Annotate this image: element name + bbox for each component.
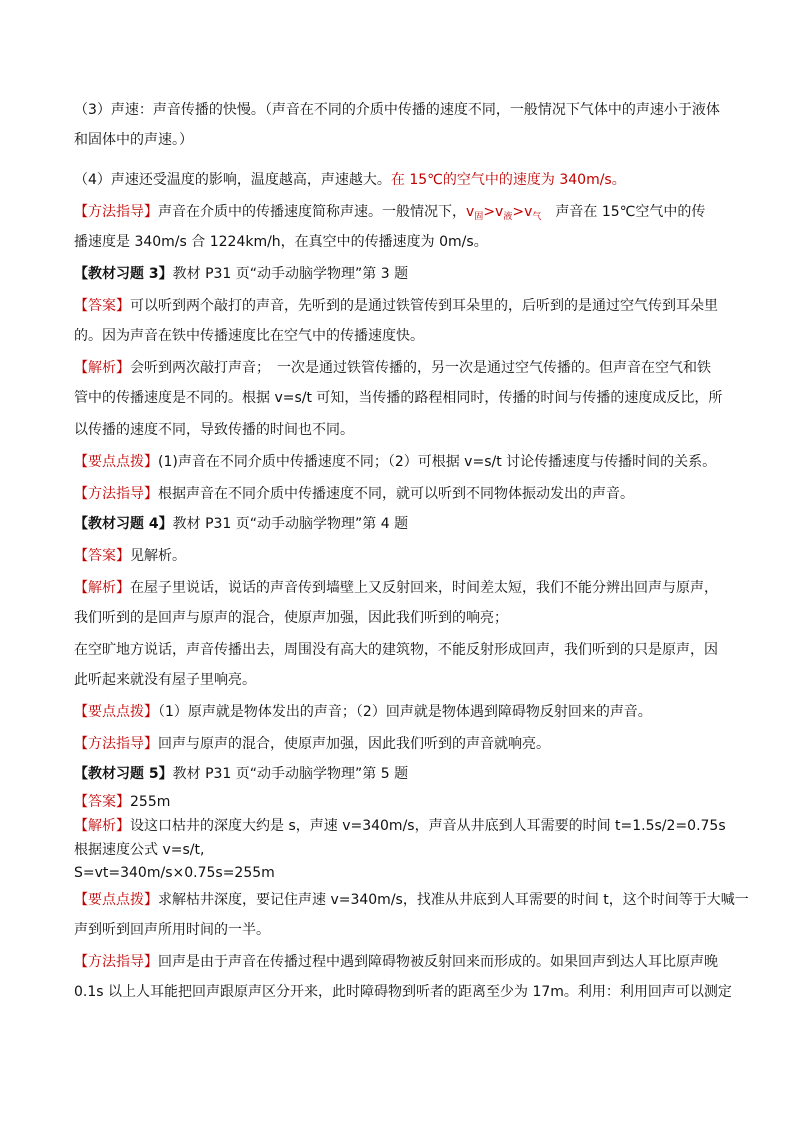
answer-text: 255m [130,794,171,810]
analysis-tag: 【解析】 [74,360,130,376]
key-point-text: 求解枯井深度，要记住声速 v=340m/s，找准从井底到人耳需要的时间 t，这个时间等于大喊一 [158,892,749,908]
exercise-4-title: 【教材习题 4】 [74,516,173,532]
gas-subscript: 气 [532,212,542,222]
method-guide-text: 回声与原声的混合，使原声加强，因此我们听到的声音就响亮。 [158,736,550,752]
analysis-tag: 【解析】 [74,580,130,596]
liquid-subscript: 液 [503,212,513,222]
method-guide-tag: 【方法指导】 [74,954,158,970]
exercise-3-source: 教材 P31 页“动手动脑学物理”第 3 题 [172,266,409,282]
gt-symbol: >v [483,204,504,220]
exercise-4-analysis-line-3: 在空旷地方说话，声音传播出去，周围没有高大的建筑物，不能反射形成回声，我们听到的只是原声，因 [74,642,718,658]
exercise-3-method [74,485,734,503]
speed-order [466,204,541,220]
exercise-3-analysis-line-1 [74,359,734,377]
exercise-3-answer-line-2: 的。因为声音在铁中传播速度比在空气中的传播速度快。 [74,328,424,344]
method-guide-text-2: 声音在 15℃空气中的传 [541,204,706,220]
method-guide-tag: 【方法指导】 [74,204,158,220]
key-point-tag: 【要点点拨】 [74,454,158,470]
para-3-line-1: （3）声速：声音传播的快慢。（声音在不同的介质中传播的速度不同，一般情况下气体中的声速小于液体 [74,102,720,118]
para-3-line-2: 和固体中的声速。） [74,132,193,148]
exercise-3-key-point [74,453,734,471]
v-symbol: v [466,204,475,220]
key-point-text: (1)声音在不同介质中传播速度不同；（2）可根据 v=s/t 讨论传播速度与传播时间的关系。 [158,454,717,470]
para-4 [74,171,734,189]
exercise-3-heading [74,265,734,283]
analysis-text: 设这口枯井的深度大约是 s，声速 v=340m/s，声音从井底到人耳需要的时间 t=1.5s/2=0.75s [130,818,726,834]
method-guide-tag: 【方法指导】 [74,736,158,752]
para-4-text: （4）声速还受温度的影响，温度越高，声速越大。 [74,172,391,188]
method-guide-text: 声音在介质中的传播速度简称声速。一般情况下， [158,204,466,220]
exercise-4-source: 教材 P31 页“动手动脑学物理”第 4 题 [172,516,409,532]
key-point-tag: 【要点点拨】 [74,704,158,720]
exercise-4-answer [74,547,734,565]
analysis-text: 会听到两次敲打声音； 一次是通过铁管传播的，另一次是通过空气传播的。但声音在空气和铁 [130,360,711,376]
exercise-5-method-line-1 [74,953,734,971]
method-guide-tag: 【方法指导】 [74,486,158,502]
exercise-4-analysis-line-4: 此听起来就没有屋子里响亮。 [74,672,256,688]
exercise-5-analysis-line-2: 根据速度公式 v=s/t, [74,842,205,858]
exercise-3-answer-line-1 [74,297,734,315]
exercise-5-key-point-line-2: 声到听到回声所用时间的一半。 [74,922,270,938]
exercise-5-title: 【教材习题 5】 [74,766,173,782]
answer-text: 见解析。 [130,548,186,564]
solid-subscript: 固 [474,212,484,222]
analysis-text: 在屋子里说话，说话的声音传到墙壁上又反射回来，时间差太短，我们不能分辨出回声与原声， [130,580,718,596]
exercise-4-analysis-line-1 [74,579,734,597]
exercise-5-source: 教材 P31 页“动手动脑学物理”第 5 题 [172,766,409,782]
exercise-5-answer [74,793,734,811]
exercise-3-analysis-line-2: 管中的传播速度是不同的。根据 v=s/t 可知，当传播的路程相同时，传播的时间与传播的速度成反比，所 [74,390,723,406]
exercise-5-method-line-2: 0.1s 以上人耳能把回声跟原声区分开来，此时障碍物到听者的距离至少为 17m。利用：利用回声可以测定 [74,984,732,1000]
para-4-speed-note: 在 15℃的空气中的速度为 340m/s。 [390,172,626,188]
key-point-tag: 【要点点拨】 [74,892,158,908]
exercise-5-heading [74,765,734,783]
exercise-3-title: 【教材习题 3】 [74,266,173,282]
answer-tag: 【答案】 [74,548,130,564]
answer-tag: 【答案】 [74,298,130,314]
method-guide-text: 回声是由于声音在传播过程中遇到障碍物被反射回来而形成的。如果回声到达人耳比原声晚 [158,954,718,970]
exercise-5-analysis-line-3: S=vt=340m/s×0.75s=255m [74,865,275,881]
gt-symbol-2: >v [512,204,533,220]
analysis-tag: 【解析】 [74,818,130,834]
exercise-3-analysis-line-3: 以传播的速度不同，导致传播的时间也不同。 [74,422,354,438]
exercise-5-analysis-line-1 [74,817,734,835]
method-guide-1-line-2: 播速度是 340m/s 合 1224km/h，在真空中的传播速度为 0m/s。 [74,234,488,250]
exercise-4-analysis-line-2: 我们听到的是回声与原声的混合，使原声加强，因此我们听到的响亮； [74,610,508,626]
method-guide-text: 根据声音在不同介质中传播速度不同，就可以听到不同物体振动发出的声音。 [158,486,634,502]
exercise-4-key-point [74,703,734,721]
exercise-5-key-point-line-1 [74,891,749,909]
exercise-4-method [74,735,734,753]
answer-tag: 【答案】 [74,794,130,810]
exercise-4-heading [74,515,734,533]
method-guide-1-line-1 [74,203,734,226]
key-point-text: （1）原声就是物体发出的声音；（2）回声就是物体遇到障碍物反射回来的声音。 [158,704,652,720]
answer-text: 可以听到两个敲打的声音，先听到的是通过铁管传到耳朵里的，后听到的是通过空气传到耳朵里 [130,298,718,314]
